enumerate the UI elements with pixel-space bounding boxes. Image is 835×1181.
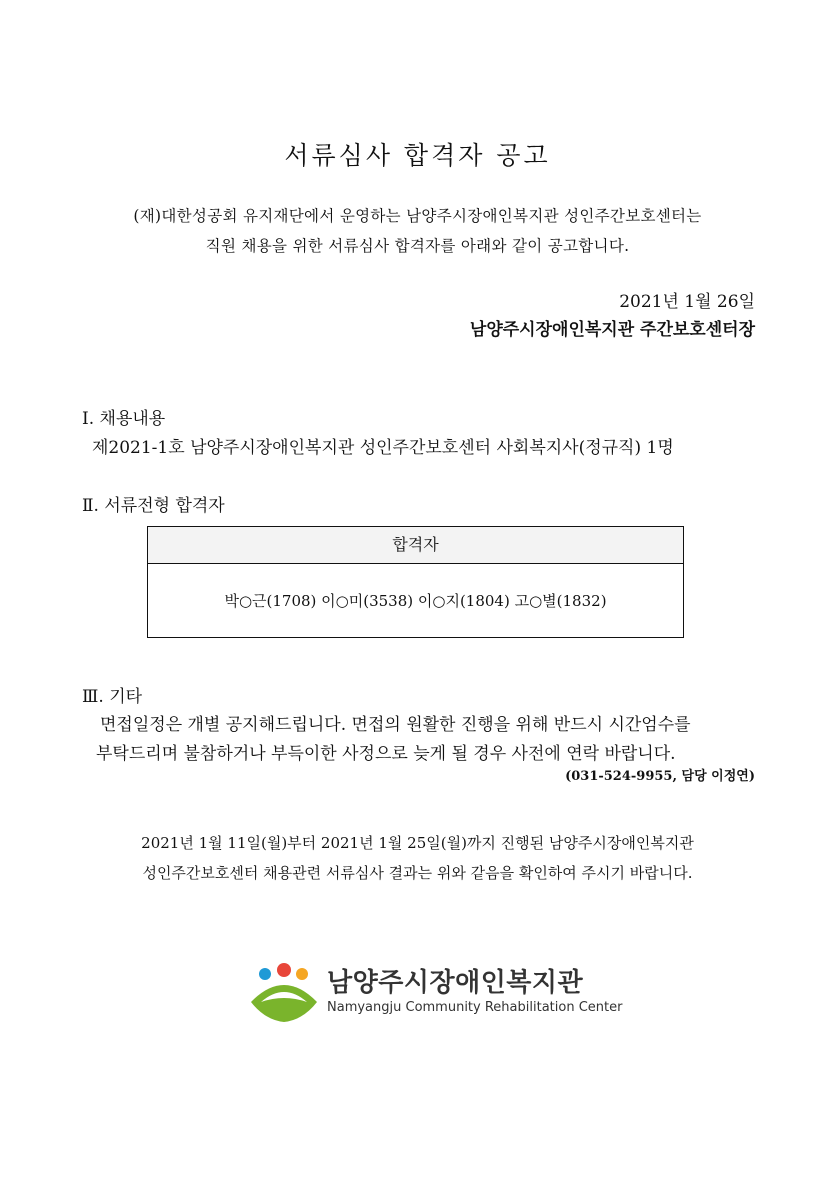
section-1-body: 제2021-1호 남양주시장애인복지관 성인주간보호센터 사회복지사(정규직) 1명 bbox=[92, 438, 674, 458]
section-3-heading: Ⅲ. 기타 bbox=[82, 687, 143, 707]
logo-name: 남양주시장애인복지관 bbox=[327, 968, 584, 998]
section-1-heading: Ⅰ. 채용내용 bbox=[82, 409, 166, 429]
logo-emblem-icon bbox=[247, 960, 321, 1025]
section-3-body-line-1: 면접일정은 개별 공지해드립니다. 면접의 원활한 진행을 위해 반드시 시간엄수를 bbox=[100, 715, 691, 735]
organization-logo bbox=[247, 960, 623, 1025]
notice-title: 서류심사 합격자 공고 bbox=[284, 141, 551, 170]
notice-date: 2021년 1월 26일 bbox=[619, 292, 755, 312]
pass-table-header: 합격자 bbox=[148, 527, 683, 564]
intro-line-1: (재)대한성공회 유지재단에서 운영하는 남양주시장애인복지관 성인주간보호센터는 bbox=[133, 207, 702, 225]
contact-info: (031-524-9955, 담당 이정연) bbox=[565, 769, 755, 784]
pass-table bbox=[147, 526, 684, 638]
issuer-name: 남양주시장애인복지관 주간보호센터장 bbox=[469, 320, 755, 340]
closing-line-2: 성인주간보호센터 채용관련 서류심사 결과는 위와 같음을 확인하여 주시기 바랍니다. bbox=[142, 864, 693, 882]
closing-line-1: 2021년 1월 11일(월)부터 2021년 1월 25일(월)까지 진행된 남양주시장애인복지관 bbox=[141, 834, 694, 852]
section-3-body-line-2: 부탁드리며 불참하거나 부득이한 사정으로 늦게 될 경우 사전에 연락 바랍니다. bbox=[96, 744, 676, 764]
pass-table-value: 박○근(1708) 이○미(3538) 이○지(1804) 고○별(1832) bbox=[224, 592, 607, 610]
section-2-heading: Ⅱ. 서류전형 합격자 bbox=[82, 496, 225, 516]
intro-line-2: 직원 채용을 위한 서류심사 합격자를 아래와 같이 공고합니다. bbox=[205, 237, 630, 255]
logo-subtitle: Namyangju Community Rehabilitation Center bbox=[327, 1000, 623, 1015]
